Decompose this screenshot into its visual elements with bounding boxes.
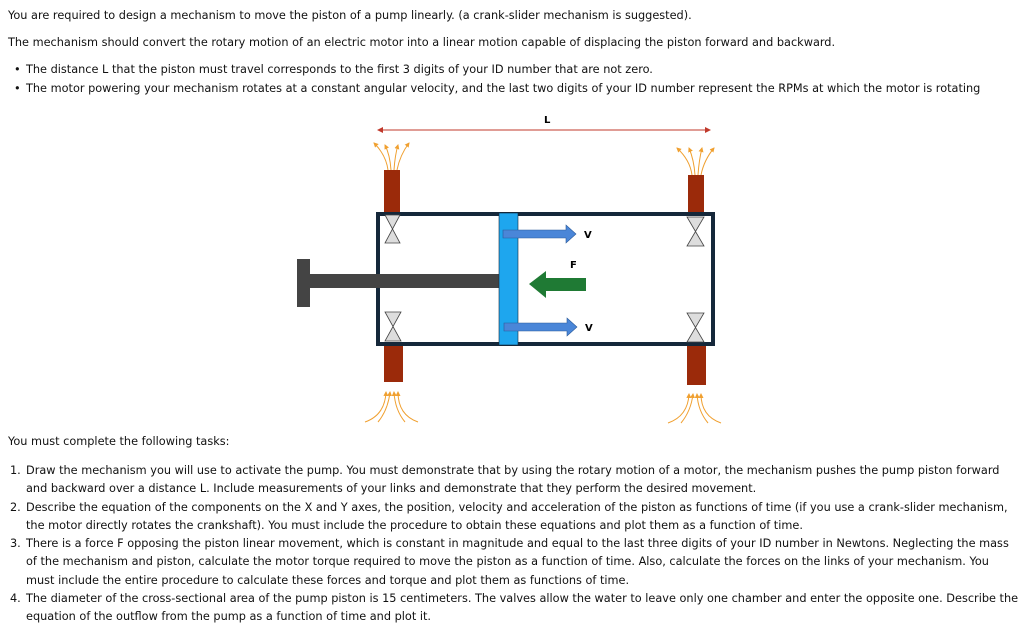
velocity-label-top: V	[584, 230, 592, 241]
force-arrow	[529, 271, 586, 298]
velocity-label-bottom: V	[585, 323, 593, 334]
tasks-list	[10, 462, 1020, 627]
tasks-heading: You must complete the following tasks:	[8, 435, 230, 448]
force-label: F	[570, 260, 577, 271]
task-item: 2. Describe the equation of the components on the X and Y axes, the position, velocity and acceleration of the piston as functions of time (if you use a crank-slider mechanism, the motor directly rotates the crankshaft). You must include the procedure to obtain these equations and plot them as a function of time.	[10, 500, 1008, 532]
requirement-rpm: • The motor powering your mechanism rotates at a constant angular velocity, and the last two digits of your ID number represent the RPMs at which the motor is rotating	[8, 82, 980, 101]
length-label: L	[544, 115, 551, 126]
task-item: 4. The diameter of the cross-sectional area of the pump piston is 15 centimeters. The valves allow the water to leave only one chamber and enter the opposite one. Describe the equation of the outflow from the pump as a function of time and plot it.	[10, 592, 1019, 624]
task-item: 1. Draw the mechanism you will use to activate the pump. You must demonstrate that by using the rotary motion of a motor, the mechanism pushes the pump piston forward and backward over a distance L. Include measurements of your links and demonstrate that they perform the desired movement.	[10, 464, 1000, 496]
intro-line-1: You are required to design a mechanism to move the piston of a pump linearly. (a crank-slider mechanism is suggested).	[8, 9, 692, 22]
requirement-distance: • The distance L that the piston must travel corresponds to the first 3 digits of your ID number that are not zero.	[8, 63, 980, 82]
piston-rod	[308, 274, 500, 288]
task-item: 3. There is a force F opposing the piston linear movement, which is constant in magnitude and equal to the last three digits of your ID number in Newtons. Neglecting the mass of the mechanism and piston, calculate the motor torque required to move the piston as a function of time. Also, calculate the forces on the links of your mechanism. You must include the entire procedure to calculate these forces and torque and plot them as functions of time.	[10, 537, 1009, 587]
intro-line-2: The mechanism should convert the rotary motion of an electric motor into a linear motion capable of displacing the piston forward and backward.	[8, 36, 836, 49]
